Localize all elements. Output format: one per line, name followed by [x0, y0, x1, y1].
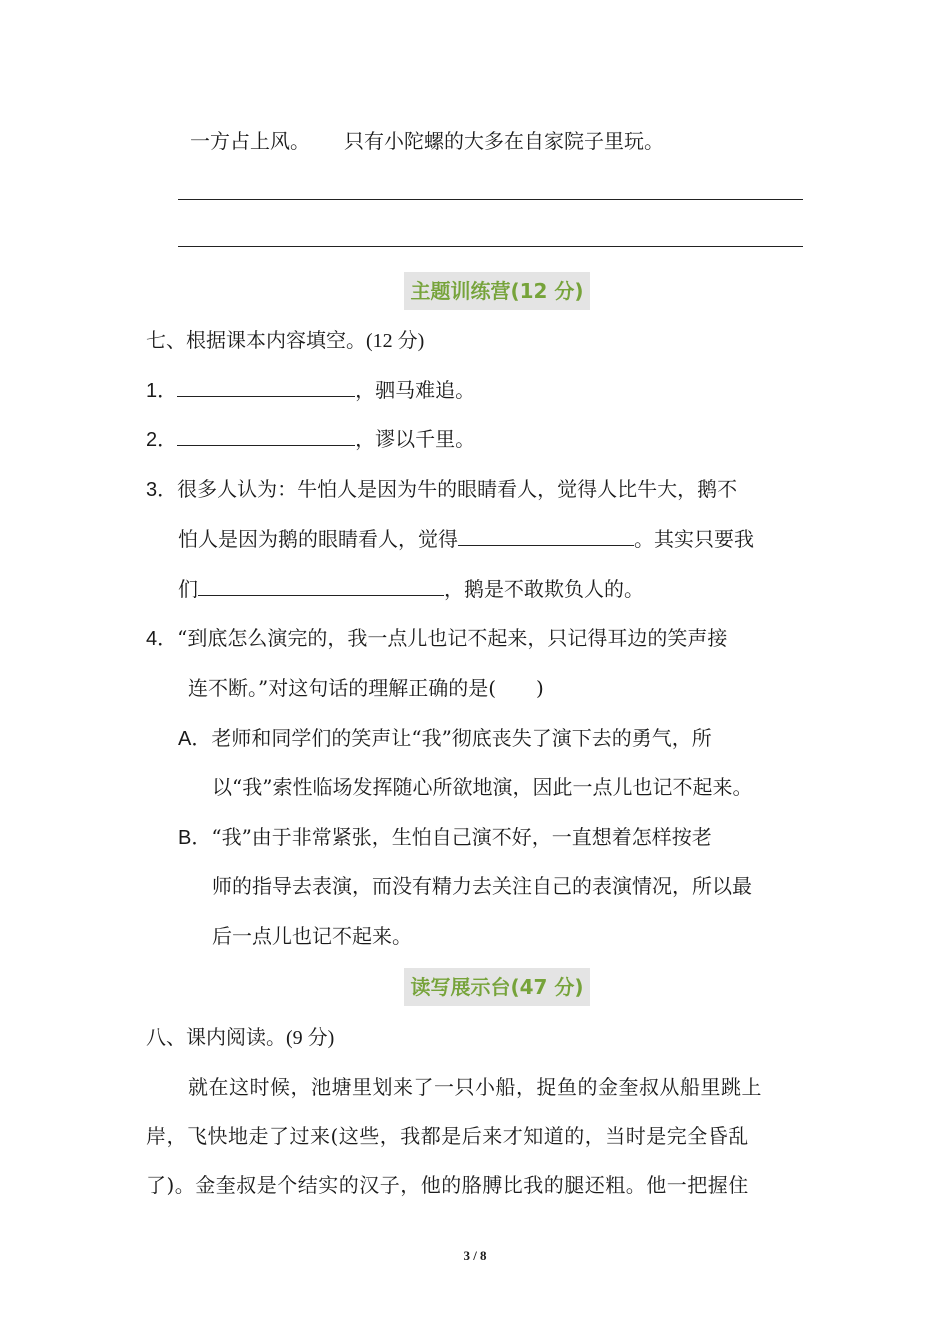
q7-item-4-text-1: “到底怎么演完的，我一点儿也记不起来，只记得耳边的笑声接 — [177, 626, 728, 650]
q7-item-3-blank-2[interactable] — [198, 575, 444, 596]
section-banner-theme-camp: 主题训练营(12 分) — [404, 272, 590, 310]
carryover-text-a: 一方占上风。 — [190, 129, 310, 153]
option-a-label: A． — [178, 728, 212, 750]
q7-item-4-line-2 — [188, 675, 544, 701]
q7-heading-text: 七、根据课本内容填空。 — [146, 328, 366, 352]
page-number: 3 / 8 — [463, 1248, 487, 1263]
q7-item-1 — [146, 376, 475, 404]
q8-points: (9 分) — [286, 1027, 335, 1049]
q7-item-4-line-1 — [146, 625, 727, 652]
q7-item-3-text-2a: 怕人是因为鹅的眼睛看人，觉得 — [178, 527, 458, 551]
q7-item-4-option-a-line-1[interactable] — [178, 725, 712, 752]
q7-item-4-option-b-line-2 — [212, 873, 752, 899]
carryover-text-b: 只有小陀螺的大多在自家院子里玩。 — [344, 129, 664, 153]
q8-passage-line-2: 岸，飞快地走了过来(这些，我都是后来才知道的，当时是完全昏乱 — [146, 1124, 749, 1148]
q7-item-3-line-3 — [178, 575, 644, 602]
q7-item-4-option-a-line-2 — [212, 774, 752, 800]
section-banner-reading-stage: 读写展示台(47 分) — [404, 968, 590, 1006]
q7-item-3-text-2b: 。其实只要我 — [634, 527, 754, 551]
q7-item-4-number: 4． — [146, 628, 178, 650]
option-b-text-2: 师的指导去表演，而没有精力去关注自己的表演情况，所以最 — [212, 874, 752, 898]
q7-item-3-line-1 — [146, 476, 737, 503]
q7-heading — [146, 327, 424, 354]
q7-item-4-option-b-line-3 — [212, 923, 412, 949]
option-b-text-3: 后一点儿也记不起来。 — [212, 924, 412, 948]
option-a-text-1: 老师和同学们的笑声让“我”彻底丧失了演下去的勇气，所 — [211, 726, 712, 750]
q7-item-3-text-3a: 们 — [178, 577, 198, 601]
option-b-text-1: “我”由于非常紧张，生怕自己演不好，一直想着怎样按老 — [211, 825, 712, 849]
q7-item-2 — [146, 425, 475, 453]
answer-line-2[interactable] — [178, 246, 803, 247]
option-a-text-2: 以“我”索性临场发挥随心所欲地演，因此一点儿也记不起来。 — [212, 775, 753, 799]
q8-passage-line-1: 就在这时候，池塘里划来了一只小船，捉鱼的金奎叔从船里跳上 — [188, 1075, 762, 1099]
q7-item-4-text-2: 连不断。”对这句话的理解正确的是( ) — [188, 676, 544, 700]
q7-item-1-number: 1． — [146, 380, 178, 402]
q7-item-3-text-3b: ，鹅是不敢欺负人的。 — [444, 577, 644, 601]
q7-item-1-blank[interactable] — [177, 376, 355, 397]
q7-item-3-text-1: 很多人认为：牛怕人是因为牛的眼睛看人，觉得人比牛大，鹅不 — [177, 477, 738, 501]
q7-item-2-blank[interactable] — [177, 425, 355, 446]
q7-item-3-blank-1[interactable] — [458, 525, 634, 546]
q7-item-3-line-2 — [178, 525, 754, 552]
q7-item-2-number: 2． — [146, 429, 178, 451]
option-b-label: B． — [178, 827, 212, 849]
q8-heading — [146, 1024, 334, 1051]
q8-passage-line-3: 了)。金奎叔是个结实的汉子，他的胳膊比我的腿还粗。他一把握住 — [146, 1173, 749, 1197]
q7-item-4-option-b-line-1[interactable] — [178, 824, 712, 851]
carryover-line — [190, 128, 664, 154]
q7-item-1-suffix: ，驷马难追。 — [355, 378, 476, 402]
q8-heading-text: 八、课内阅读。 — [146, 1025, 286, 1049]
q7-points: (12 分) — [366, 330, 425, 352]
q7-item-3-number: 3． — [146, 479, 178, 501]
q7-item-2-suffix: ，谬以千里。 — [355, 427, 476, 451]
answer-line-1[interactable] — [178, 199, 803, 200]
